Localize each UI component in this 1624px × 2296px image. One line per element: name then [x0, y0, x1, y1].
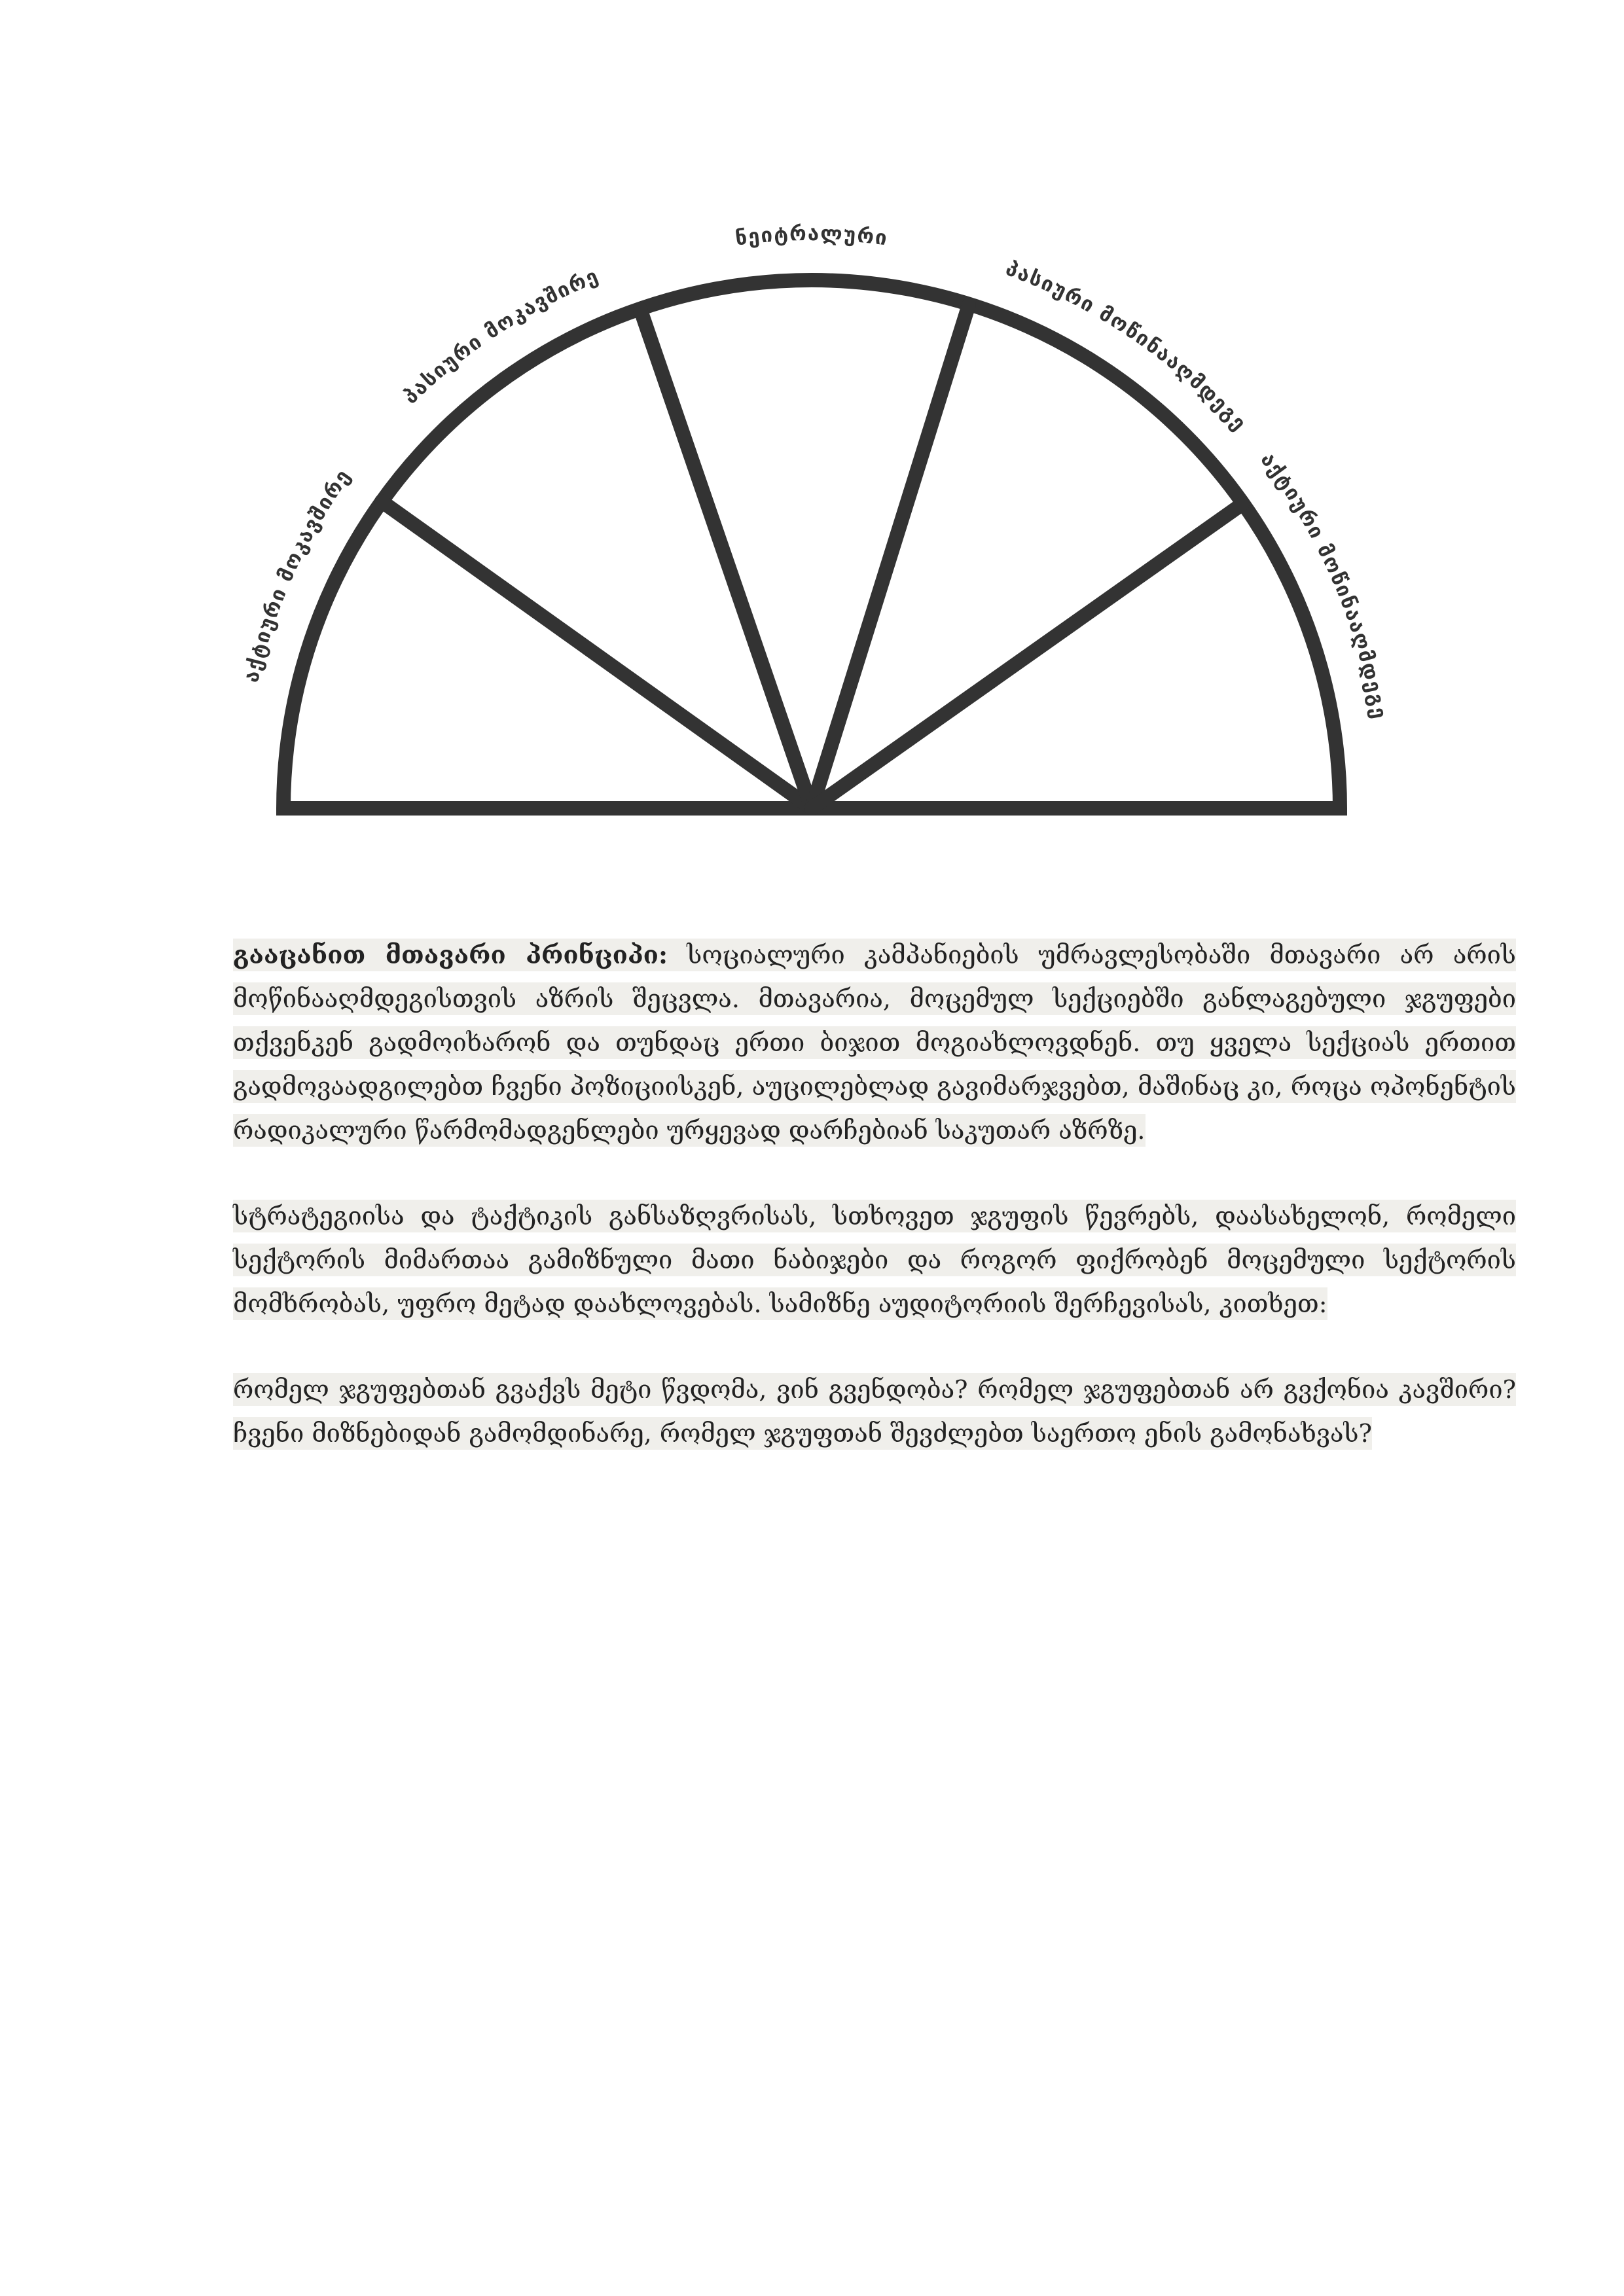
spectrum-of-allies-diagram — [0, 0, 1624, 916]
divider-line-1 — [382, 501, 812, 808]
body-text — [233, 933, 1516, 1498]
divider-line-3 — [812, 305, 969, 808]
principle-body: სოციალური კამპანიების უმრავლესობაში მთავარი არ არის მოწინააღმდეგისთვის აზრის შეცვლა. მთავარია, მოცემულ სექციებში განლაგებული ჯგუფები თქვენკენ გადმოიხარონ და თუნდაც ერთი ბიჯით მოგიახლოვდნენ. თუ ყველა სექციას ერთით გადმოვაადგილებთ ჩვენი პოზიციისკენ, აუცილებლად გავიმარჯვებთ, მაშინაც კი, როცა ოპონენტის რადიკალური წარმომადგენლები ურყევად დარჩებიან საკუთარ აზრზე. — [233, 941, 1516, 1145]
label-active-opponent: აქტიური მოწინააღმდეგე — [1255, 448, 1392, 722]
paragraph-questions — [233, 1368, 1516, 1456]
paragraph-principle — [233, 933, 1516, 1153]
paragraph-strategy — [233, 1194, 1516, 1326]
label-passive-supporter: პასიური მოკავშირე — [399, 264, 603, 409]
divider-line-2 — [640, 309, 812, 808]
principle-lead: გააცანით მთავარი პრინციპი: — [233, 940, 668, 969]
label-active-supporter: აქტიური მოკავშირე — [239, 464, 356, 685]
divider-line-4 — [812, 504, 1242, 808]
label-passive-opponent: პასიური მოწინააღმდეგე — [1002, 257, 1252, 437]
questions-text: რომელ ჯგუფებთან გვაქვს მეტი წვდომა, ვინ გვენდობა? რომელ ჯგუფებთან არ გვქონია კავშირი? ჩვენი მიზნებიდან გამომდინარე, რომელ ჯგუფთან შევძლებთ საერთო ენის გამონახვას? — [233, 1373, 1516, 1450]
strategy-text: სტრატეგიისა და ტაქტიკის განსაზღვრისას, სთხოვეთ ჯგუფის წევრებს, დაასახელონ, რომელი სექტორის მიმართაა გამიზნული მათი ნაბიჯები და როგორ ფიქრობენ მოცემული სექტორის მომხრობას, უფრო მეტად დაახლოვებას. სამიზნე აუდიტორიის შერჩევისას, კითხეთ: — [233, 1200, 1516, 1320]
label-neutral: ნეიტრალური — [734, 221, 890, 251]
semicircle-figure — [0, 0, 1624, 916]
